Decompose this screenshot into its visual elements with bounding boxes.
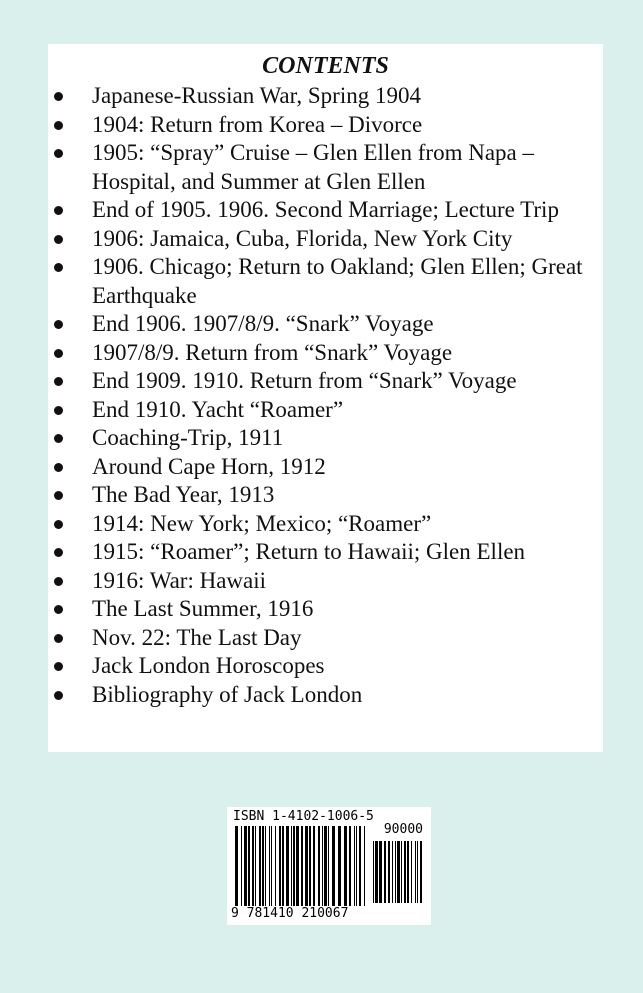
isbn-barcode [227,807,431,925]
contents-item-text: Nov. 22: The Last Day [92,624,302,650]
contents-item-text: End 1906. 1907/8/9. “Snark” Voyage [92,311,434,336]
contents-item-text: Japanese-Russian War, Spring 1904 [92,83,421,108]
contents-item-text: End 1910. Yacht “Roamer” [92,396,344,422]
bullet-icon [54,235,63,244]
bullet-icon [54,92,63,101]
bullet-icon [54,320,63,329]
contents-item [48,453,603,482]
contents-item [48,396,603,425]
contents-item [48,624,603,653]
contents-item-text: Coaching-Trip, 1911 [92,425,284,450]
bullet-icon [54,406,63,415]
contents-item-text: 1915: “Roamer”; Return to Hawaii; Glen Ellen [92,539,526,564]
bullet-icon [54,206,63,215]
contents-item-text: 1904: Return from Korea – Divorce [92,111,423,137]
contents-panel [48,44,603,752]
contents-item-text: 1906: Jamaica, Cuba, Florida, New York City [92,225,513,251]
contents-item-text: The Last Summer, 1916 [92,596,314,621]
contents-item-text: The Bad Year, 1913 [92,482,275,507]
bullet-icon [54,377,63,386]
contents-list [48,82,603,709]
contents-item [48,538,603,567]
contents-item-text: Bibliography of Jack London [92,681,363,707]
contents-item [48,652,603,681]
contents-item-text: End of 1905. 1906. Second Marriage; Lecture Trip [92,197,559,222]
contents-item [48,510,603,539]
contents-item [48,481,603,510]
contents-item [48,139,603,196]
contents-item [48,253,603,310]
bullet-icon [54,121,63,130]
contents-title: CONTENTS [262,53,389,79]
bullet-icon [54,491,63,500]
contents-item-text: 1906. Chicago; Return to Oakland; Glen Ellen; Great Earthquake [92,254,583,308]
contents-item [48,595,603,624]
bullet-icon [54,662,63,671]
contents-item [48,82,603,111]
contents-item [48,567,603,596]
contents-item-text: 1916: War: Hawaii [92,567,267,593]
contents-item-text: 1914: New York; Mexico; “Roamer” [92,510,432,536]
ean-digits: 9 781410 210067 [231,906,349,921]
bullet-icon [54,434,63,443]
bullet-icon [54,520,63,529]
bullet-icon [54,577,63,586]
contents-item [48,339,603,368]
contents-item-text: Around Cape Horn, 1912 [92,453,326,479]
bullet-icon [54,349,63,358]
bullet-icon [54,263,63,272]
contents-item [48,424,603,453]
contents-item [48,196,603,225]
contents-item [48,310,603,339]
isbn-label: ISBN 1-4102-1006-5 [233,809,374,824]
price-code: 90000 [383,822,423,837]
bullet-icon [54,463,63,472]
bullet-icon [54,691,63,700]
contents-item [48,225,603,254]
contents-item-text: 1907/8/9. Return from “Snark” Voyage [92,339,453,365]
contents-item [48,681,603,710]
contents-item [48,367,603,396]
bullet-icon [54,634,63,643]
bullet-icon [54,605,63,614]
bullet-icon [54,548,63,557]
contents-item-text: 1905: “Spray” Cruise – Glen Ellen from Napa – Hospital, and Summer at Glen Ellen [92,140,534,194]
bullet-icon [54,149,63,158]
contents-item-text: Jack London Horoscopes [92,653,325,678]
contents-item-text: End 1909. 1910. Return from “Snark” Voyage [92,368,517,393]
contents-item [48,111,603,140]
